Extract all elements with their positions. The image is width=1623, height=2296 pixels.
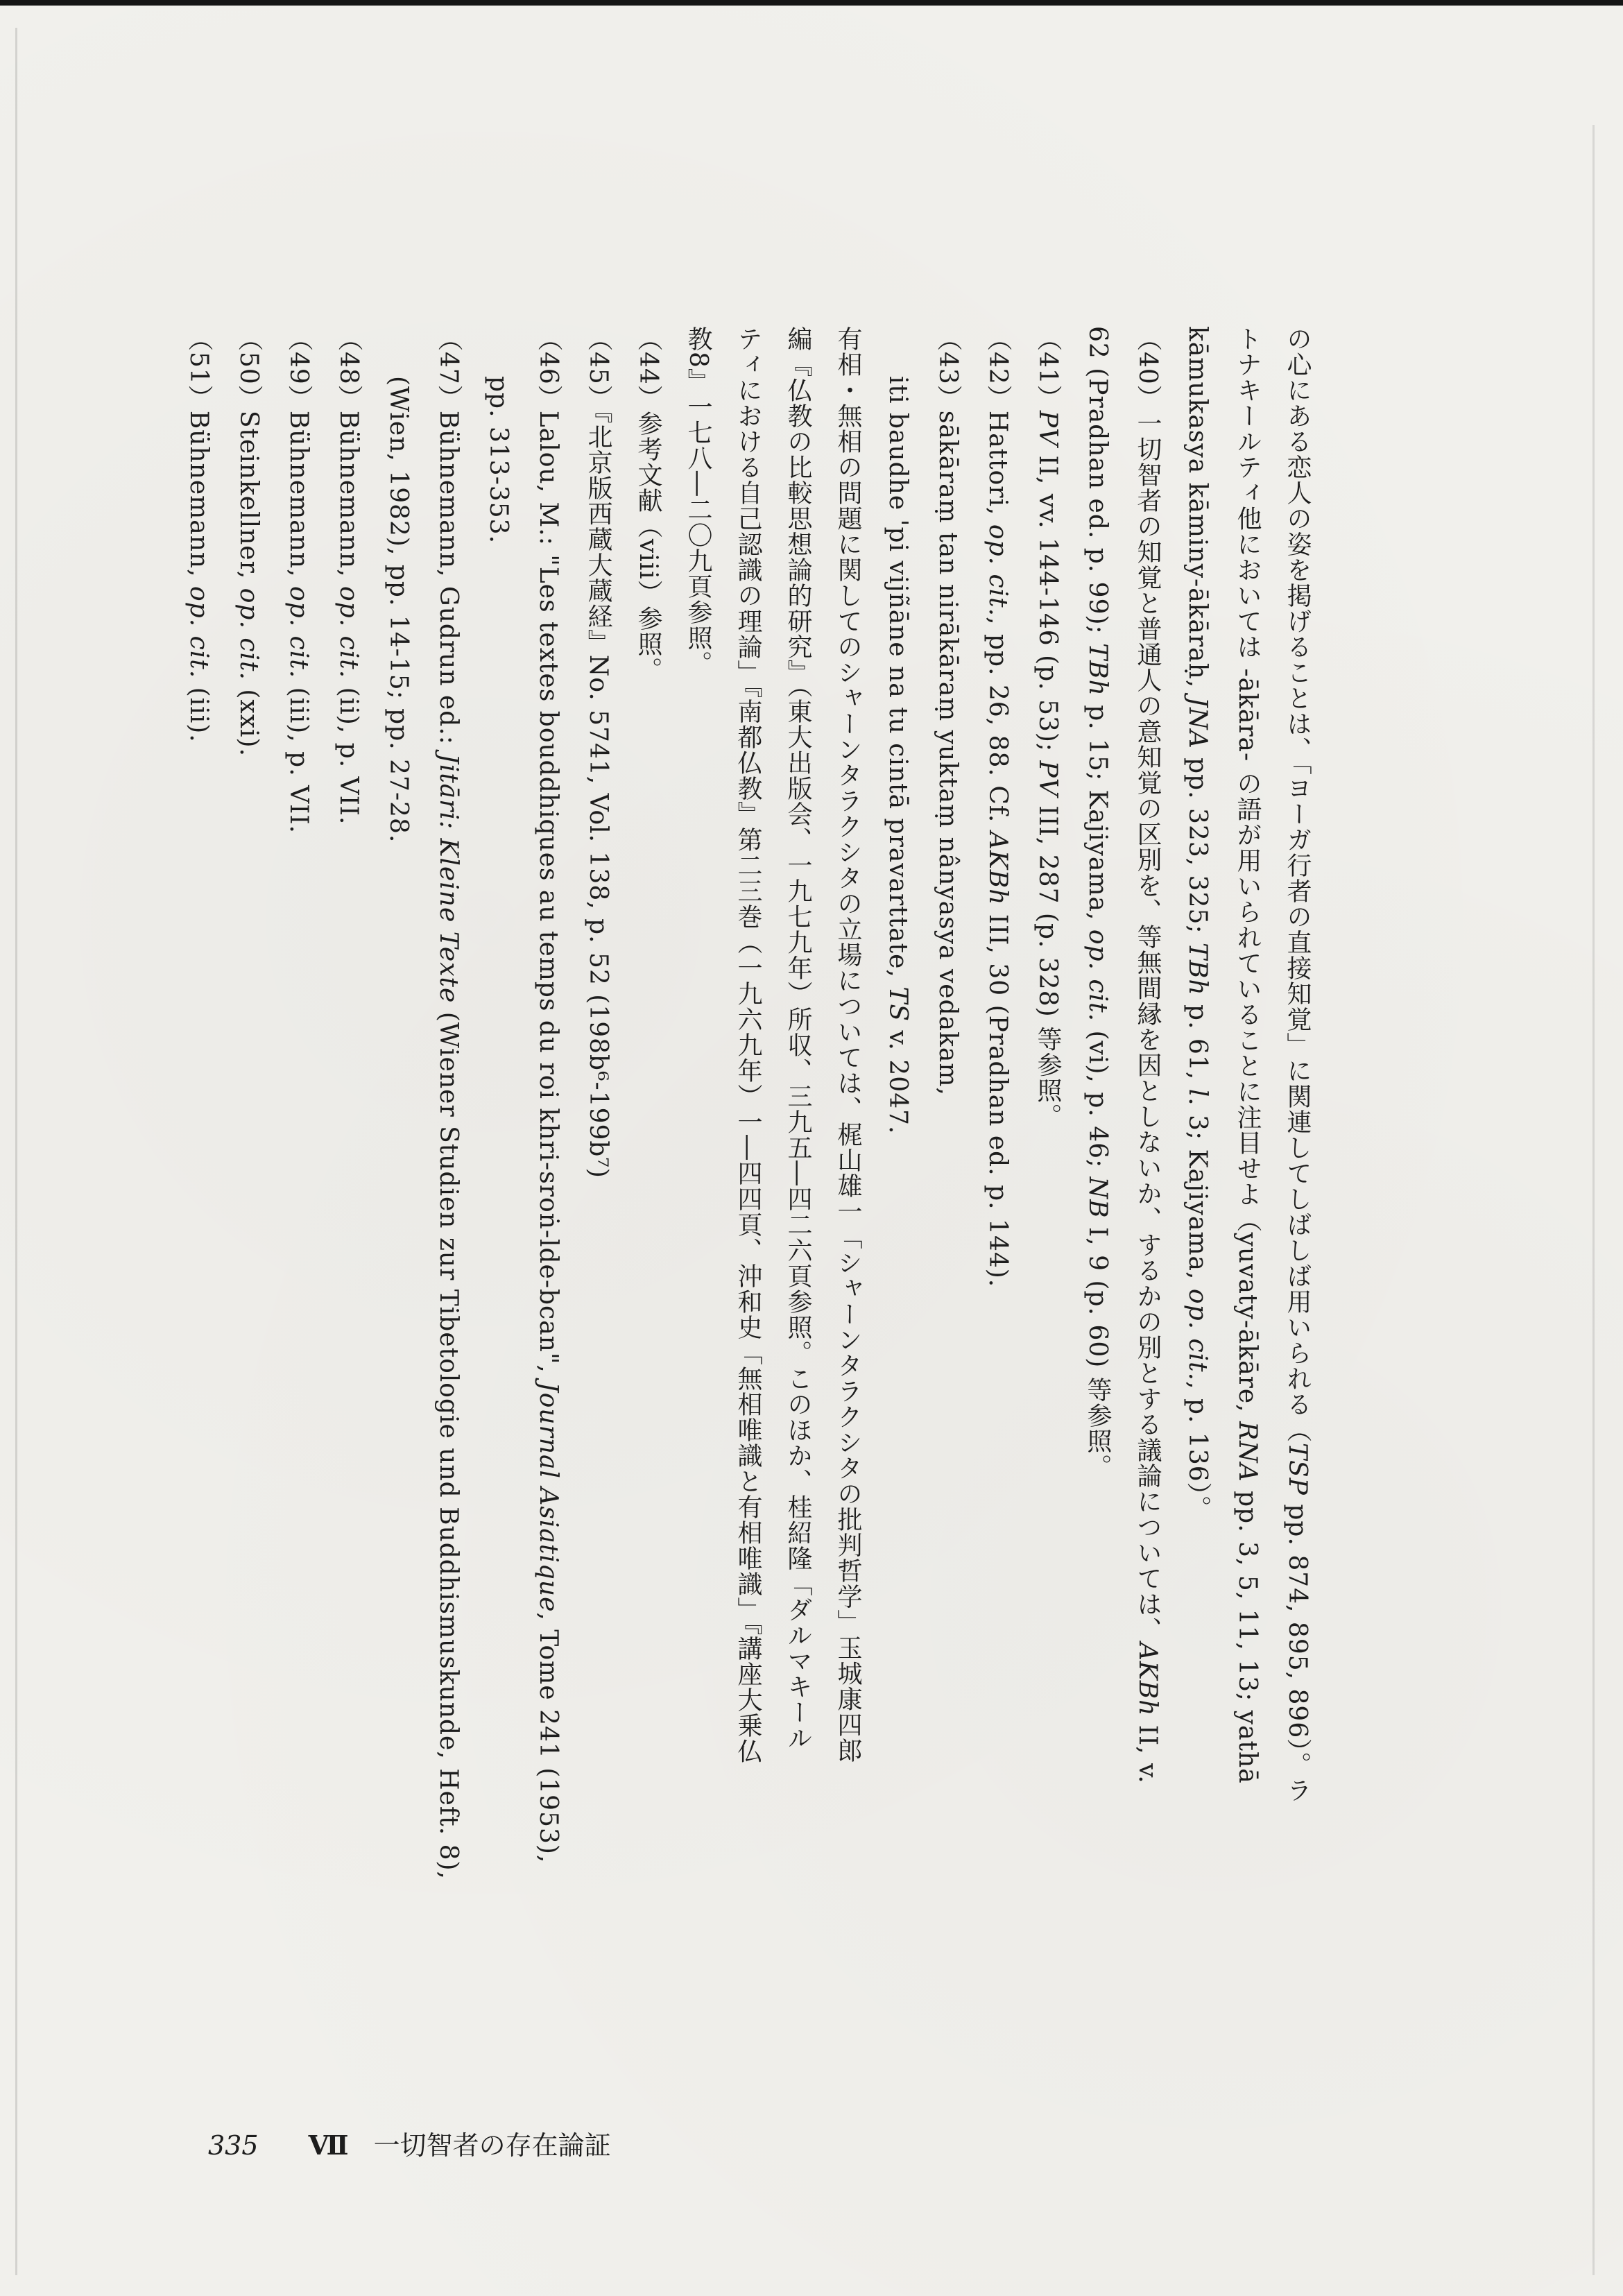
scan-top-edge xyxy=(0,0,1623,6)
note-number: （49） xyxy=(284,326,313,411)
note-number: （43） xyxy=(934,326,962,411)
note-number: （45） xyxy=(584,326,612,411)
italic-citation: TBh xyxy=(1183,942,1212,996)
italic-citation: PV xyxy=(1033,760,1062,797)
page-footer xyxy=(208,2125,832,2166)
column-text: Bühnemann, xyxy=(184,410,213,586)
column-text: Hattori, xyxy=(984,410,1012,524)
chapter-numeral: Ⅶ xyxy=(308,2130,349,2161)
text-column-1 xyxy=(1276,326,1318,2241)
text-column-18 xyxy=(427,326,469,2241)
scan-right-shadow xyxy=(1592,125,1595,2275)
column-text: v. 2047. xyxy=(884,1022,912,1135)
note-number: （42） xyxy=(984,326,1012,411)
text-column-6 xyxy=(1027,326,1068,2241)
text-column-23 xyxy=(178,326,219,2241)
text-column-2 xyxy=(1226,326,1268,2241)
column-text: (ii), p. VII. xyxy=(334,678,363,825)
column-text: Bühnemann, Gudrun ed.: xyxy=(434,410,463,754)
text-column-15 xyxy=(577,326,619,2241)
page-number: 335 xyxy=(208,2130,259,2161)
column-text: kāmukasya kāminy-ākāraḥ, xyxy=(1183,326,1212,697)
italic-citation: TS xyxy=(884,986,912,1022)
text-column-22 xyxy=(227,326,269,2241)
italic-citation: AKBh xyxy=(1133,1642,1162,1717)
column-text: , p. 136）。 xyxy=(1183,1381,1212,1521)
italic-citation: l xyxy=(1183,1088,1212,1098)
column-text: Lalou, M.: "Les textes bouddhiques au temps du roi khri-sroṅ-lde-bcan", xyxy=(534,410,563,1382)
italic-citation: op. cit. xyxy=(1083,929,1112,1022)
italic-citation: op. cit. xyxy=(284,586,313,679)
text-column-21 xyxy=(277,326,319,2241)
note-number: （44） xyxy=(634,326,662,411)
column-text: (iii). xyxy=(184,678,213,743)
italic-citation: TSP xyxy=(1283,1443,1312,1496)
text-column-12 xyxy=(727,326,768,2241)
italic-citation: op. cit. xyxy=(234,588,263,680)
column-text: 参考文献（viii）参照。 xyxy=(634,410,662,683)
column-text: pp. 3, 5, 11, 13; yathā xyxy=(1233,1482,1262,1784)
note-number: （51） xyxy=(184,326,213,411)
chapter-title: 一切智者の存在論証 xyxy=(373,2130,611,2161)
column-text: , pp. 26, 88. Cf. xyxy=(984,617,1012,832)
column-text: 62 (Pradhan ed. p. 99); xyxy=(1083,326,1112,644)
column-text: 一切智者の知覚と普通人の意知覚の区別を、等無間縁を因としないか、するかの別とする議論については、 xyxy=(1133,410,1162,1643)
column-text: トナキールティ他においては -ākāra- の語が用いられていることに注目せよ（yuvaty-ākāre, xyxy=(1233,326,1262,1422)
column-text: III, 287 (p. 328) 等参照。 xyxy=(1033,796,1062,1129)
column-text: III, 30 (Pradhan ed. p. 144). xyxy=(984,905,1012,1288)
text-column-8 xyxy=(927,326,968,2241)
column-text: (vi), p. 46; xyxy=(1083,1022,1112,1177)
column-text: pp. 313-353. xyxy=(484,376,513,545)
column-text: iti baudhe 'pi vijñāne na tu cintā pravarttate, xyxy=(884,376,912,987)
note-number: （47） xyxy=(434,326,463,411)
text-column-9 xyxy=(877,326,918,2241)
italic-citation: JNA xyxy=(1183,696,1212,749)
italic-citation: TBh xyxy=(1083,643,1112,696)
column-text: の心にある恋人の姿を掲げることは、「ヨーガ行者の直接知覚」に関連してしばしば用いられる（ xyxy=(1283,326,1312,1443)
text-column-20 xyxy=(327,326,369,2241)
column-text: ティにおける自己認識の理論」『南都仏教』第二三巻（一九六九年）一―四四頁、沖和史「無相唯識と有相唯識」『講座大乗仏 xyxy=(734,326,762,1764)
scan-left-shadow xyxy=(15,28,17,2275)
column-text: Bühnemann, xyxy=(284,410,313,586)
text-column-19 xyxy=(377,326,419,2241)
note-number: （48） xyxy=(334,326,363,411)
column-text: 編『仏教の比較思想論的研究』（東大出版会、一九七九年）所収、三九五―四二六頁参照。このほか、桂紹隆「ダルマキール xyxy=(784,326,812,1751)
italic-citation: op. cit. xyxy=(984,524,1012,617)
italic-citation: op. cit. xyxy=(1183,1288,1212,1382)
column-text: I, 9 (p. 60) 等参照。 xyxy=(1083,1218,1112,1480)
italic-citation: Journal Asiatique xyxy=(534,1382,563,1613)
column-text: (xxi). xyxy=(234,680,263,757)
column-text: pp. 323, 325; xyxy=(1183,748,1212,943)
text-column-16 xyxy=(527,326,569,2241)
text-column-11 xyxy=(777,326,818,2241)
text-column-10 xyxy=(827,326,868,2241)
text-column-4 xyxy=(1126,326,1168,2241)
note-number: （46） xyxy=(534,326,563,411)
column-text: 有相・無相の問題に関してのシャーンタラクシタの立場については、梶山雄一「シャーンタラクシタの批判哲学」玉城康四郎 xyxy=(834,326,862,1763)
column-text: p. 15; Kajiyama, xyxy=(1083,696,1112,929)
italic-citation: PV xyxy=(1033,410,1062,447)
italic-citation: AKBh xyxy=(984,831,1012,906)
italic-citation: Jitāri: Kleine Texte xyxy=(434,753,463,1004)
text-column-14 xyxy=(627,326,669,2241)
italic-citation: op. cit. xyxy=(184,586,213,679)
italic-citation: NB xyxy=(1083,1176,1112,1219)
column-text: II, vv. 144-146 (p. 53); xyxy=(1033,447,1062,761)
column-text: (Wiener Studien zur Tibetologie und Buddhismuskunde, Heft. 8), xyxy=(434,1003,463,1881)
column-text: pp. 874, 895, 896）。ラ xyxy=(1283,1495,1312,1804)
italic-citation: op. cit. xyxy=(334,586,363,679)
note-number: （50） xyxy=(234,326,263,411)
column-text: (iii), p. VII. xyxy=(284,678,313,834)
column-text: sākāraṃ tan nirākāraṃ yuktaṃ nânyasya vedakam, xyxy=(934,410,962,1096)
column-text: Steinkellner, xyxy=(234,410,263,588)
column-text: . 3; Kajiyama, xyxy=(1183,1097,1212,1289)
column-text: (Wien, 1982), pp. 14-15; pp. 27-28. xyxy=(384,376,413,843)
text-column-5 xyxy=(1076,326,1118,2241)
column-text: , Tome 241 (1953), xyxy=(534,1612,563,1864)
column-text: II, v. xyxy=(1133,1716,1162,1784)
column-text: p. 61, xyxy=(1183,995,1212,1089)
italic-citation: RNA xyxy=(1233,1421,1262,1482)
column-text: Bühnemann, xyxy=(334,410,363,586)
note-number: （41） xyxy=(1033,326,1062,411)
text-column-13 xyxy=(677,326,719,2241)
column-text: 教8』一七八―二〇九頁参照。 xyxy=(684,326,712,676)
text-column-17 xyxy=(477,326,519,2241)
column-text: 『北京版西蔵大蔵経』No. 5741, Vol. 138, p. 52 (198b⁶-199b⁷) xyxy=(584,410,612,1179)
text-column-7 xyxy=(977,326,1018,2241)
text-column-3 xyxy=(1176,326,1218,2241)
note-number: （40） xyxy=(1133,326,1162,411)
